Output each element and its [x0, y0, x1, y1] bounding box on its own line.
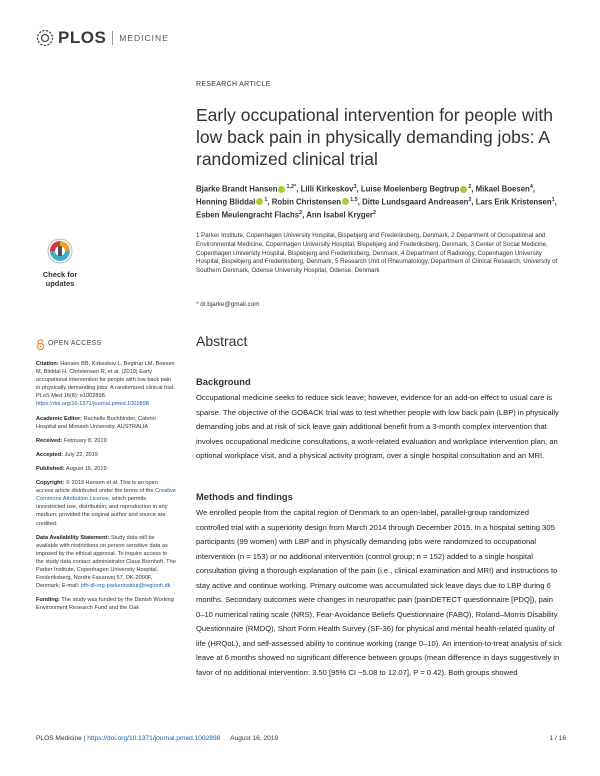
funding-label: Funding: — [36, 597, 60, 604]
article-info-sidebar — [36, 339, 176, 618]
orcid-icon[interactable] — [460, 186, 467, 193]
page-footer — [36, 735, 566, 742]
received-block — [36, 437, 176, 445]
article-type: RESEARCH ARTICLE — [196, 81, 271, 88]
methods-paragraph: We enrolled people from the capital region of Denmark to an open-label, parallel-group randomized controlled trial with a superiority design from March 2014 through December 2015. In a hospital setting 305 participants (99 women) with LBP and in physically demanding jobs were randomized to occupational intervention (n = 153) or no additional intervention (control group; n = 152) added to a single hospital consultation giving a thorough explanation of the pain (i.e., clinical examination and MRI) and instructions to stay active and continue working. Primary outcome was accumulated sick leave days due to LBP during 6 months. Secondary outcomes were changes in neuropathic pain (painDETECT questionnaire [PDQ]), pain 0–10 numerical rating scale (NRS), Fear-Avoidance Beliefs Questionnaire (FABQ), Roland–Morris Disability Questionnaire (RMDQ), Short Form Health Survey (SF-36) for physical and mental health-related quality of life (HRQoL), and self-assessed ability to continue working (range 0–10). An intention-to-treat analysis of sick leave at 6 months showed no significant difference between groups (mean difference in days suggestively in favor of no additional intervention: 3.50 [95% CI −5.08 to 12.07], P = 0.42). Both groups showed — [196, 508, 562, 678]
crossmark-line1: Check for — [42, 270, 78, 279]
author-affiliation-marker: 3 — [353, 184, 357, 190]
citation-text: Hansen BB, Kirkeskov L, Begtrup LM, Boesen M, Bliddal H, Christensen R, et al. (2019) Early occupational intervention for people with low back pain in physically demanding jobs: A randomized clinical trial. PLoS Med 16(8): e1002898. — [36, 361, 175, 400]
data-availability-text: Study data will be available with restrictions on person sensitive data as imposed by the ethical approval. To inquire access to the study data contact administrator Claus Bornhoft, The Parker Institute, Copenhagen University Hospital, Frederiksberg, Nordre Fasanvej 57, DK-2000F, Denmark; E-mail: — [36, 534, 176, 590]
author-name: Ditte Lundsgaard Andreasen — [362, 197, 469, 207]
received-label: Received: — [36, 437, 63, 444]
author-affiliation-marker: 1,2* — [286, 184, 297, 190]
author-affiliation-marker: 4 — [529, 184, 533, 190]
funding-block — [36, 596, 176, 612]
accepted-block — [36, 451, 176, 459]
corresponding-email[interactable]: * dr.bjarke@gmail.com — [196, 301, 260, 308]
received-date: February 8, 2019 — [64, 437, 107, 444]
plos-medicine-logo — [36, 28, 169, 48]
citation-block — [36, 360, 176, 409]
author-name: Mikael Boesen — [475, 184, 530, 194]
citation-doi-link[interactable]: https://doi.org/10.1371/journal.pmed.1002898 — [36, 401, 149, 408]
author-name: Henning Bliddal — [196, 197, 256, 207]
orcid-icon[interactable] — [256, 198, 263, 205]
open-lock-icon — [36, 339, 45, 350]
check-for-updates-badge[interactable] — [36, 238, 84, 290]
author-affiliation-marker: 2 — [468, 184, 472, 190]
article-title: Early occupational intervention for people with low back pain in physically demanding jobs: A randomized clinical trial — [196, 105, 554, 169]
data-contact-email-link[interactable]: bfh-dl-org-parkerinstitut@regionh.dk — [80, 583, 171, 590]
journal-name: MEDICINE — [119, 33, 169, 43]
author-name: Esben Meulengracht Flachs — [196, 210, 300, 220]
author-name: Lilli Kirkeskov — [300, 184, 354, 194]
data-availability-label: Data Availability Statement: — [36, 534, 110, 541]
logo-word: PLOS — [58, 28, 107, 47]
copyright-label: Copyright: — [36, 480, 65, 487]
editor-text: Rachelle Buchbinder, Cabrini Hospital and Monash University, AUSTRALIA — [36, 415, 156, 430]
citation-label: Citation: — [36, 361, 59, 367]
abstract-heading: Abstract — [196, 333, 248, 349]
open-access-label: OPEN ACCESS — [48, 340, 102, 348]
published-label: Published: — [36, 465, 65, 472]
logo-divider — [112, 31, 113, 45]
author-name: Luise Moelenberg Begtrup — [360, 184, 460, 194]
author-name: Lars Erik Kristensen — [475, 197, 552, 207]
published-block — [36, 465, 176, 473]
crossmark-icon — [47, 238, 73, 264]
author-affiliation-marker: 1,5 — [350, 196, 358, 203]
academic-editor-block — [36, 415, 176, 431]
copyright-block — [36, 479, 176, 528]
open-access-badge — [36, 339, 176, 350]
footer-separator: | — [81, 735, 88, 742]
published-date: August 16, 2019 — [65, 465, 107, 472]
accepted-date: July 22, 2019 — [64, 451, 98, 458]
footer-journal: PLOS Medicine — [36, 735, 82, 742]
background-paragraph: Occupational medicine seeks to reduce sick leave; however, evidence for an add-on effect to usual care is sparse. The objective of the GOBACK trial was to test whether people with low back pain (LBP) in physically demanding jobs and at risk of sick leave gain additional benefit from a 3-month complex intervention that involves occupational medicine consultations, a work-related evaluation and workplace intervention plan, an optional workplace visit, and a physical activity program, over a single hospital consultation and an MRI. — [196, 393, 559, 461]
accepted-label: Accepted: — [36, 451, 64, 458]
author-name: Ann Isabel Kryger — [306, 210, 373, 220]
footer-date: August 16, 2019 — [230, 735, 279, 742]
crossmark-line2: updates — [45, 279, 75, 288]
author-name: Robin Christensen — [271, 197, 342, 207]
footer-doi-link[interactable]: https://doi.org/10.1371/journal.pmed.1002898 — [87, 735, 221, 742]
author-affiliation-marker: 2 — [372, 209, 377, 216]
page-number: 1 / 16 — [549, 735, 566, 742]
funding-text: The study was funded by the Danish Working Environment Research Fund and the Oak — [36, 597, 174, 612]
author-affiliation-marker: 2 — [468, 196, 472, 203]
background-heading: Background — [196, 376, 251, 387]
editor-label: Academic Editor: — [36, 415, 83, 422]
data-availability-block — [36, 534, 176, 591]
author-affiliation-marker: 1 — [551, 196, 555, 203]
author-name: Bjarke Brandt Hansen — [196, 184, 278, 194]
copyright-text-end: , which permits unrestricted use, distribution, and reproduction in any medium, provided the original author and source are credited. — [36, 496, 168, 527]
orcid-icon[interactable] — [278, 186, 285, 193]
author-affiliation-marker: 2 — [299, 209, 303, 216]
author-affiliation-marker: 1 — [264, 196, 268, 203]
affiliations: 1 Parker Institute, Copenhagen University Hospital, Bispebjerg and Frederiksberg, Denmark, 2 Department of Occupational and Environmental Medicine, Copenhagen University Hospital, Bispebjerg and Frederiksberg, Denmark, 3 Center of Social Medicine, Copenhagen University Hospital, Bispebjerg and Frederiksberg, Denmark, 4 Department of Radiology, Copenhagen University Hospital, Bispebjerg and Frederiksberg, Denmark, 5 Research Unit of Rheumatology, Department of Clinical Research, University of Southern Denmark, Odense University Hospital, Odense, Denmark — [196, 232, 558, 275]
check-for-updates-label — [36, 270, 84, 288]
methods-heading: Methods and findings — [196, 491, 293, 502]
plos-logo-icon — [36, 29, 54, 47]
cc-license-link[interactable]: Creative Commons Attribution License — [36, 488, 176, 503]
copyright-text: © 2019 Hansen et al. This is an open access article distributed under the terms of the — [36, 480, 158, 495]
orcid-icon[interactable] — [342, 198, 349, 205]
author-list: Bjarke Brandt Hansen $^{1,2*}$, Lilli Kirkeskov$^3$, Luise Moelenberg Begtrup $^2$, Mikael Boesen$^4$, Henning Bliddal $^1$, Robin Christensen $^{1,5}$, Ditte Lundsgaard Andreasen$^2$, Lars Erik Kristensen$^1$, Esben Meulengracht Flachs$^2$, Ann Isabel Kryger$^2$ — [196, 184, 557, 220]
